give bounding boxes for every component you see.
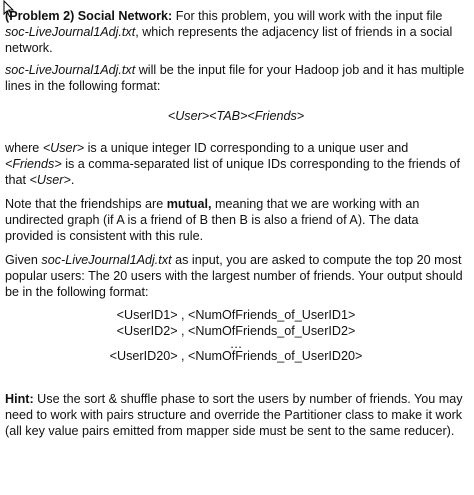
output-format [5, 308, 467, 365]
given-text-2: as input, you are asked to compute the top 20 most popular users: The 20 users with the largest number of friends. Your output should be in the following format: [5, 253, 463, 299]
mutual-note [5, 196, 467, 244]
input-filename: soc-LiveJournal1Adj.txt [5, 63, 136, 77]
hint-label: Hint: [5, 391, 34, 406]
hint-text: Use the sort & shuffle phase to sort the users by number of friends. You may need to work with pairs structure and override the Partitioner class to make it work (all key value pairs emitted from mapper side must be sent to the same reducer). [5, 391, 463, 438]
where-text-4: . [70, 173, 75, 187]
output-line: <UserID20> , <NumOfFriends_of_UserID20> [109, 349, 363, 363]
problem-intro [5, 8, 467, 56]
where-paragraph [5, 140, 467, 188]
where-user-2: <User> [29, 173, 71, 187]
problem-document [5, 8, 467, 447]
format-line [5, 108, 467, 124]
where-text-2: is a unique integer ID corresponding to a unique user and [84, 141, 409, 155]
input-description [5, 62, 467, 94]
where-user: <User> [42, 141, 85, 155]
where-friends: <Friends> [5, 157, 62, 171]
task-paragraph [5, 252, 467, 300]
intro-text-end: , which represents the adjacency list of friends in a social network. [5, 25, 453, 55]
given-text: Given [5, 253, 42, 267]
note-text-2: meaning that we are working with an undirected graph (if A is a friend of B then B is also a friend of A). The data provided is consistent with this rule. [5, 197, 420, 243]
intro-text: For this problem, you will work with the input file [172, 9, 443, 23]
given-filename: soc-LiveJournal1Adj.txt [41, 253, 172, 267]
where-text: where [5, 141, 43, 155]
note-text: Note that the friendships are [5, 197, 167, 211]
intro-filename: soc-LiveJournal1Adj.txt [5, 25, 136, 39]
problem-heading: (Problem 2) Social Network: [5, 9, 173, 23]
output-line: <UserID1> , <NumOfFriends_of_UserID1> [116, 308, 356, 322]
output-line: <UserID2> , <NumOfFriends_of_UserID2> [116, 323, 356, 338]
format-line-text: <User><TAB><Friends> [167, 109, 305, 123]
where-text-3: is a comma-separated list of unique IDs corresponding to the friends of that [5, 157, 461, 187]
note-mutual: mutual, [166, 197, 212, 211]
output-ellipsis: … [229, 337, 243, 351]
input-description-text: will be the input file for your Hadoop job and it has multiple lines in the following format: [5, 63, 465, 93]
hint-paragraph [5, 391, 467, 439]
